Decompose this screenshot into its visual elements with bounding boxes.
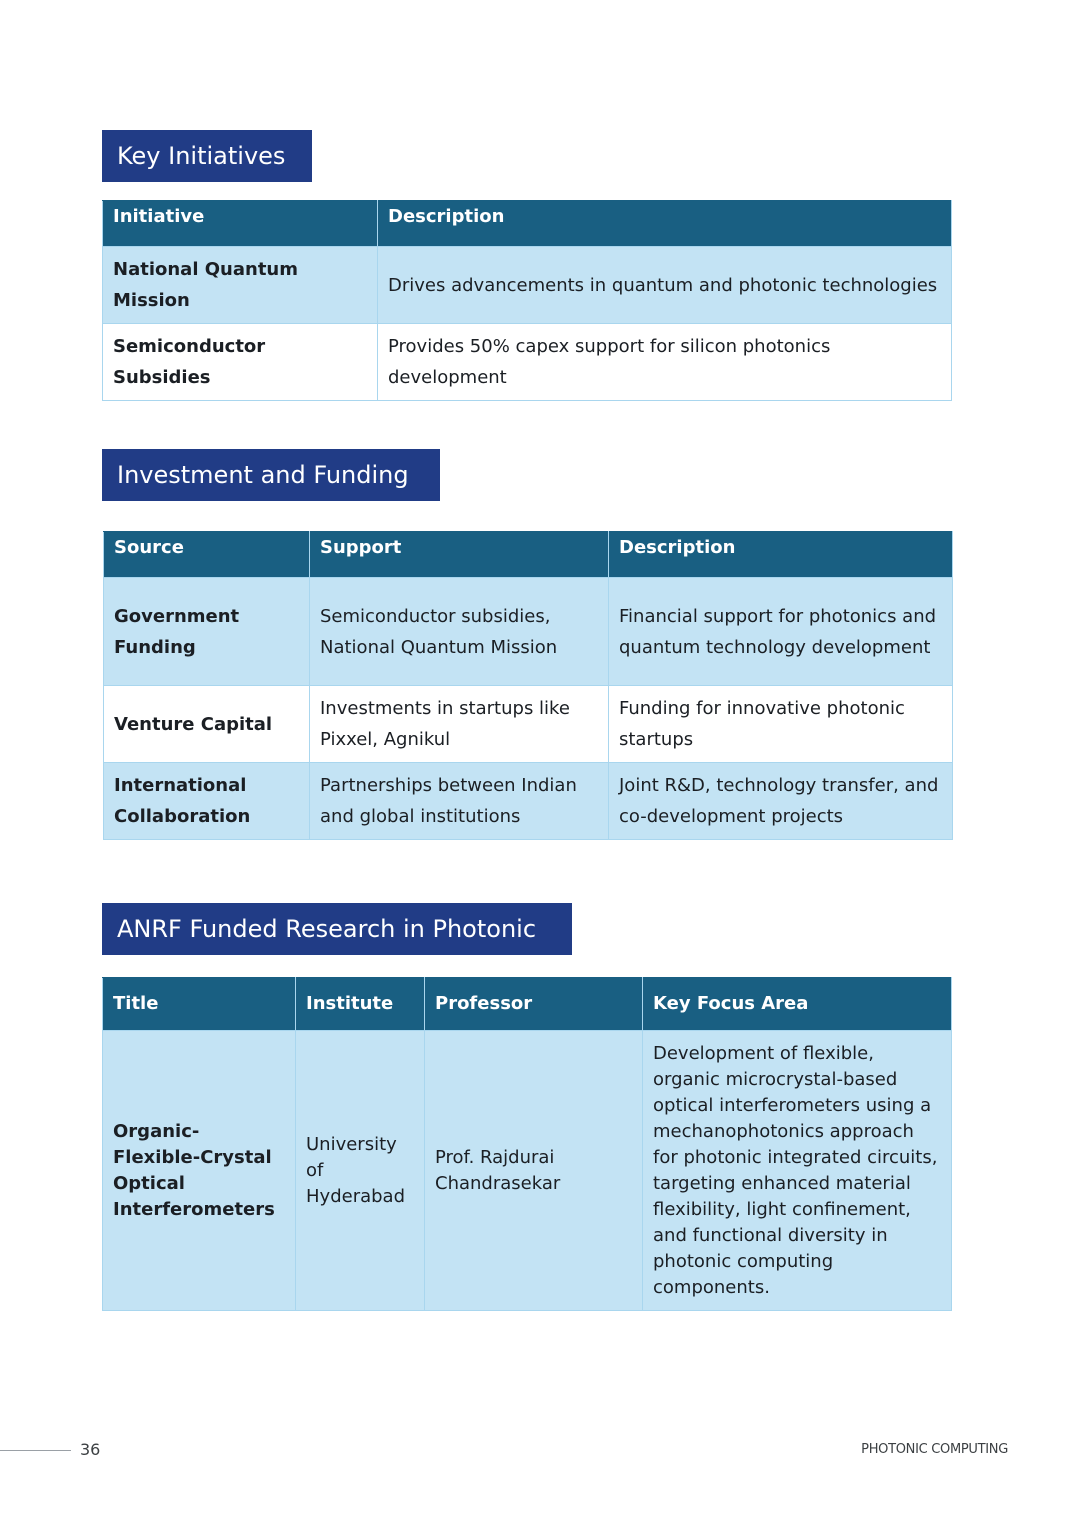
key-initiatives-heading: Key Initiatives [102,130,312,182]
professor-cell: Prof. Rajdurai Chandrasekar [425,1031,643,1311]
table-header-row [103,201,952,247]
table-row [103,324,952,401]
title-cell: Organic-Flexible-Crystal Optical Interferometers [103,1031,296,1311]
support-cell: Semiconductor subsidies, National Quantum Mission [310,578,609,686]
description-cell: Funding for innovative photonic startups [609,686,953,763]
footer-rule [0,1450,71,1451]
running-title: PHOTONIC COMPUTING [861,1442,1008,1457]
support-cell: Partnerships between Indian and global institutions [310,763,609,840]
column-header-professor: Professor [425,978,643,1031]
table-row [104,578,953,686]
initiative-cell: Semiconductor Subsidies [103,324,378,401]
column-header-initiative: Initiative [103,201,378,247]
source-cell: International Collaboration [104,763,310,840]
column-header-key-focus-area: Key Focus Area [643,978,952,1031]
table-header-row [104,532,953,578]
focus-area-cell: Development of flexible, organic microcrystal-based optical interferometers using a mechanophotonics approach for photonic integrated circuits, targeting enhanced material flexibility, light confinement, and functional diversity in photonic computing components. [643,1031,952,1311]
source-cell: Venture Capital [104,686,310,763]
description-cell: Joint R&D, technology transfer, and co-development projects [609,763,953,840]
initiative-cell: National Quantum Mission [103,247,378,324]
key-initiatives-table [102,200,952,401]
support-cell: Investments in startups like Pixxel, Agnikul [310,686,609,763]
source-cell: Government Funding [104,578,310,686]
investment-table [103,531,953,840]
column-header-support: Support [310,532,609,578]
anrf-heading: ANRF Funded Research in Photonic [102,903,572,955]
institute-cell: University of Hyderabad [296,1031,425,1311]
column-header-source: Source [104,532,310,578]
anrf-research-table [102,977,952,1311]
table-row [103,247,952,324]
page-number: 36 [80,1440,101,1459]
column-header-description: Description [609,532,953,578]
table-row [104,686,953,763]
description-cell: Drives advancements in quantum and photonic technologies [378,247,952,324]
table-header-row [103,978,952,1031]
column-header-institute: Institute [296,978,425,1031]
table-row [103,1031,952,1311]
investment-heading: Investment and Funding [102,449,440,501]
description-cell: Provides 50% capex support for silicon photonics development [378,324,952,401]
column-header-description: Description [378,201,952,247]
table-row [104,763,953,840]
column-header-title: Title [103,978,296,1031]
description-cell: Financial support for photonics and quantum technology development [609,578,953,686]
